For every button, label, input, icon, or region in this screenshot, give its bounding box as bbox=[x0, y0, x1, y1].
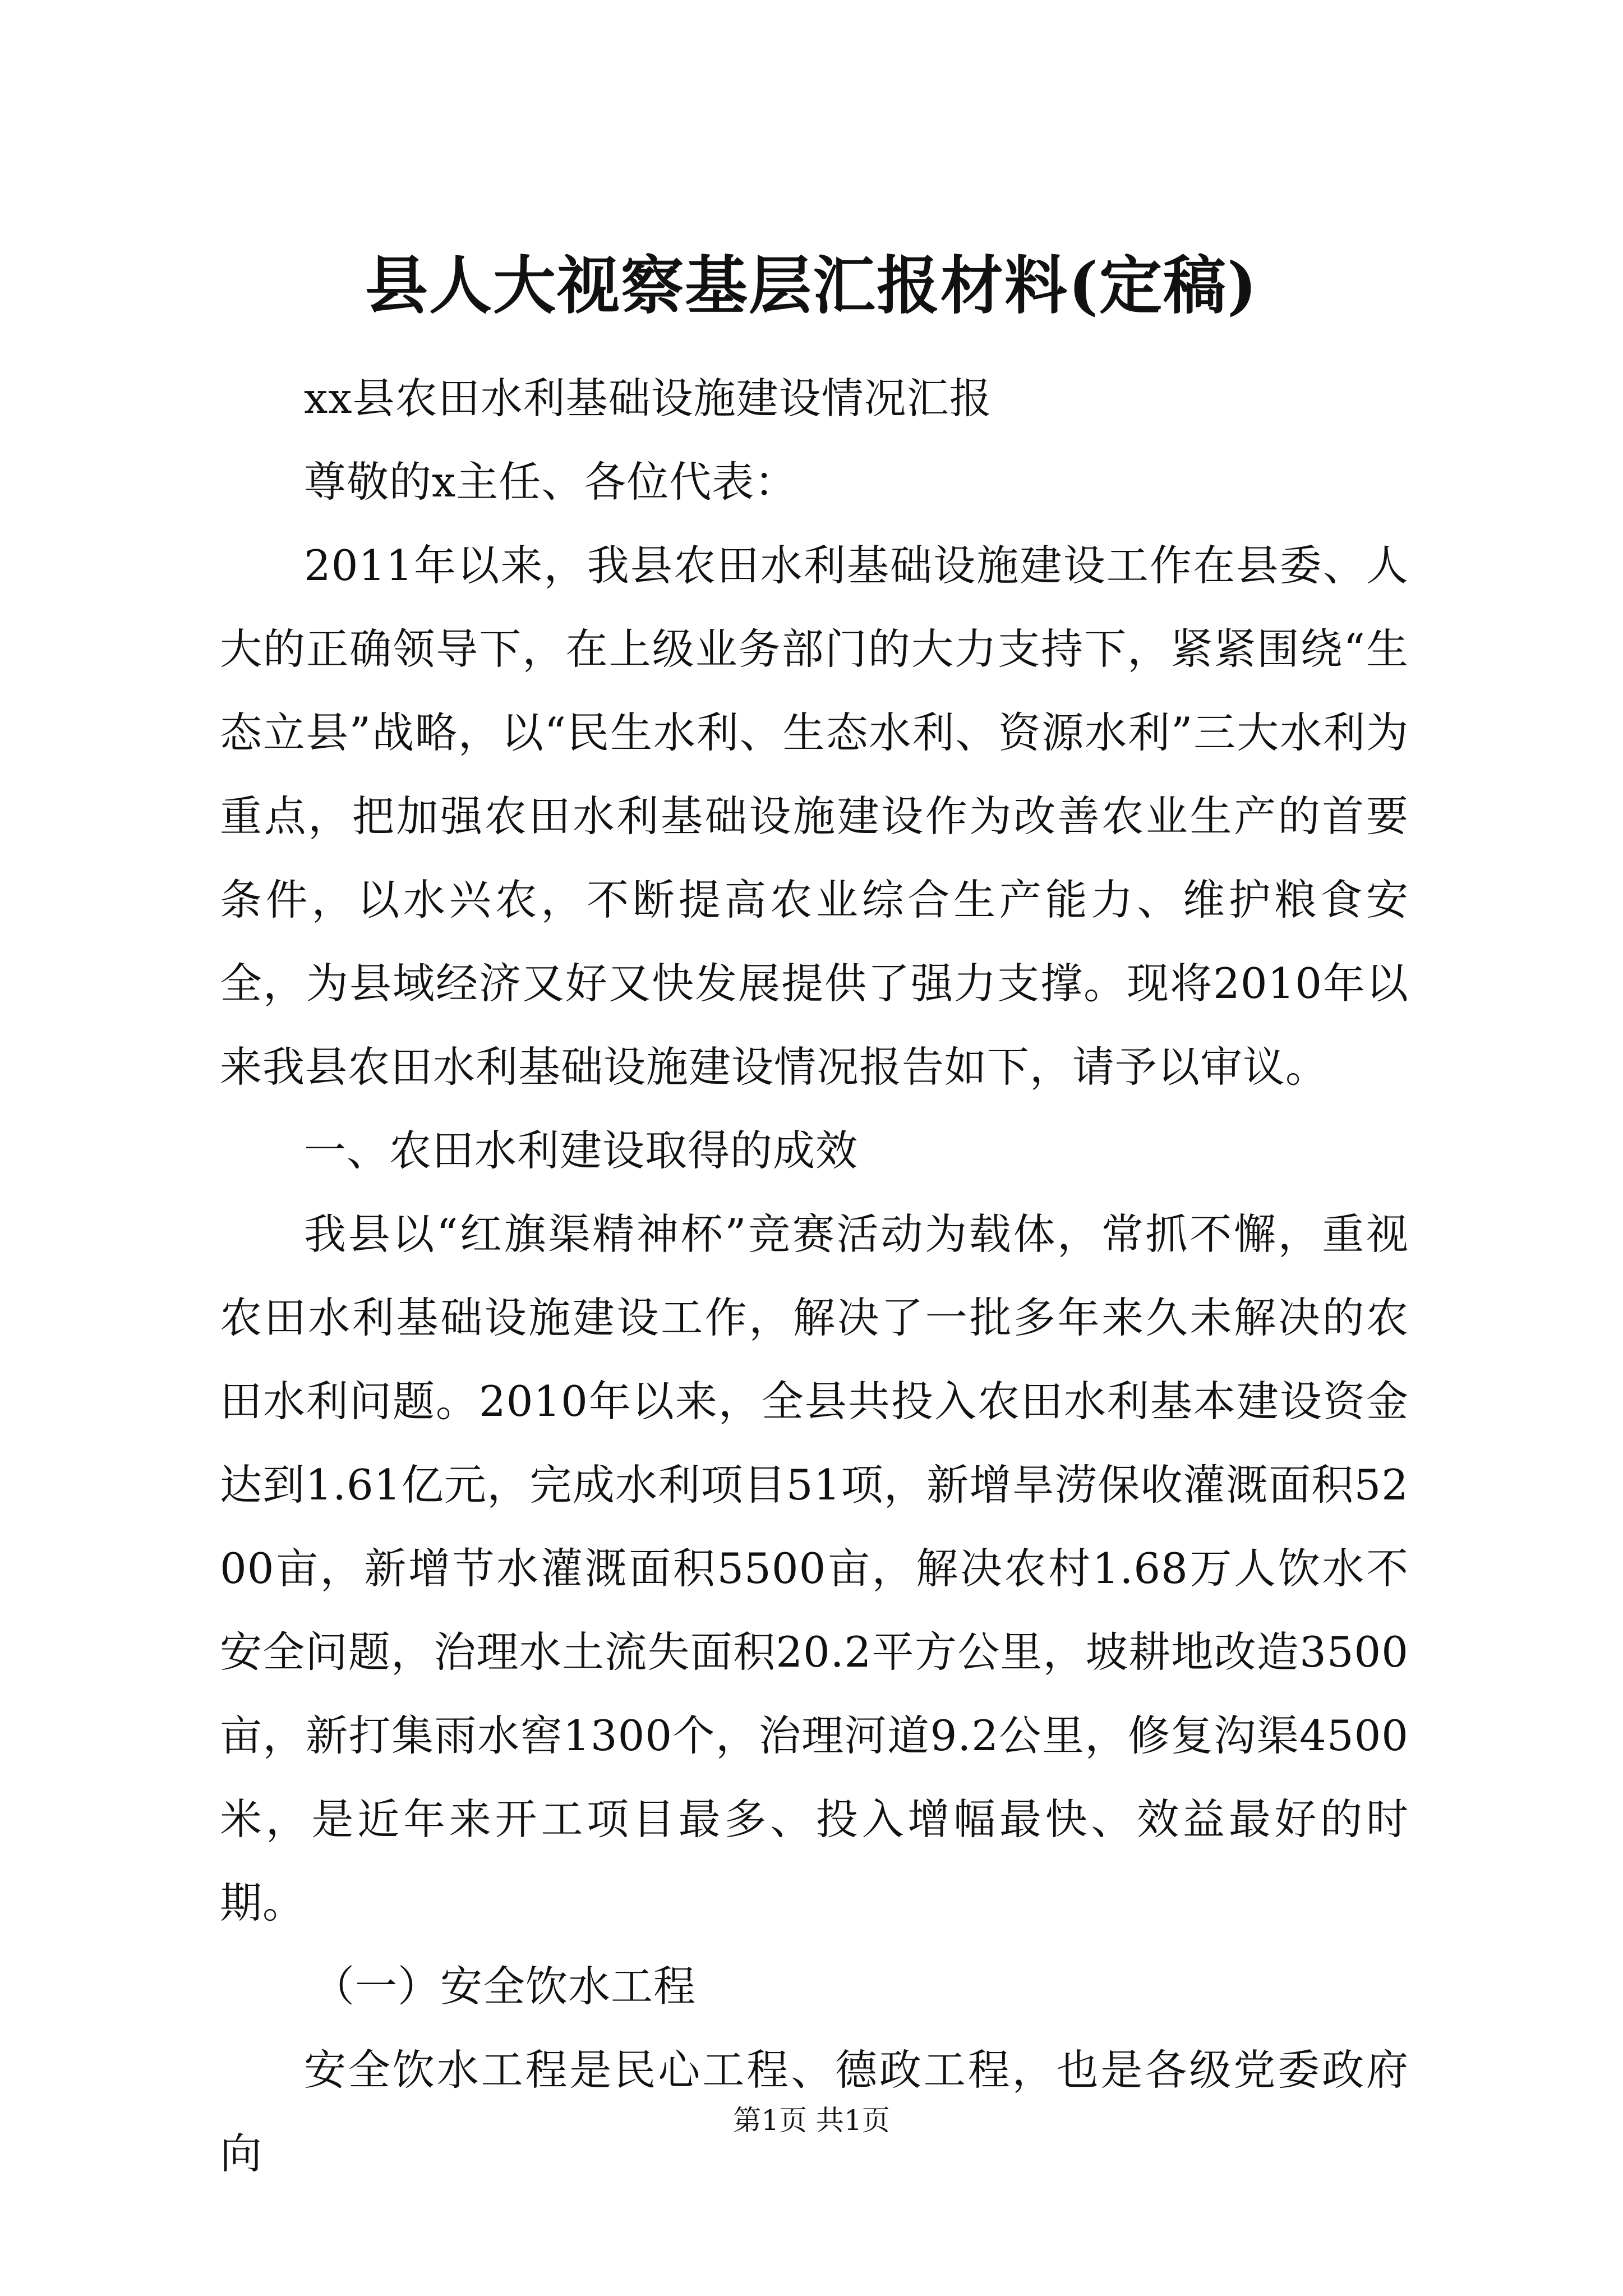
subsection-heading-safe-drinking-water: （一）安全饮水工程 bbox=[312, 1962, 697, 2011]
body-paragraph-achievements: 我县以“红旗渠精神杯”竞赛活动为载体，常抓不懈，重视农田水利基础设施建设工作，解决了一批多年来久未解决的农田水利问题。2010年以来，全县共投入农田水利基本建设资金达到1.61亿元，完成水利项目51项，新增旱涝保收灌溉面积5200亩，新增节水灌溉面积5500亩，解决农村1.68万人饮水不安全问题，治理水土流失面积20.2平方公里，坡耕地改造3500亩，新打集雨水窖1300个，治理河道9.2公里，修复沟渠4500米，是近年来开工项目最多、投入增幅最快、效益最好的时期。 bbox=[220, 1209, 1409, 1927]
document-title: 县人大视察基层汇报材料(定稿) bbox=[365, 249, 1258, 323]
body-paragraph-safe-drinking-water: 安全饮水工程是民心工程、德政工程，也是各级党委政府向 bbox=[220, 2045, 1409, 2178]
page-number-footer: 第1页 共1页 bbox=[733, 2104, 890, 2137]
document-body bbox=[220, 357, 1409, 2196]
section-heading-achievements: 一、农田水利建设取得的成效 bbox=[304, 1126, 859, 1175]
body-paragraph-intro: 2011年以来，我县农田水利基础设施建设工作在县委、人大的正确领导下，在上级业务部门的大力支持下，紧紧围绕“生态立县”战略，以“民生水利、生态水利、资源水利”三大水利为重点，把加强农田水利基础设施建设作为改善农业生产的首要条件，以水兴农，不断提高农业综合生产能力、维护粮食安全，为县域经济又好又快发展提供了强力支撑。现将2010年以来我县农田水利基础设施建设情况报告如下，请予以审议。 bbox=[220, 541, 1409, 1092]
salutation: 尊敬的x主任、各位代表： bbox=[304, 457, 797, 507]
report-subtitle: xx县农田水利基础设施建设情况汇报 bbox=[304, 374, 992, 423]
